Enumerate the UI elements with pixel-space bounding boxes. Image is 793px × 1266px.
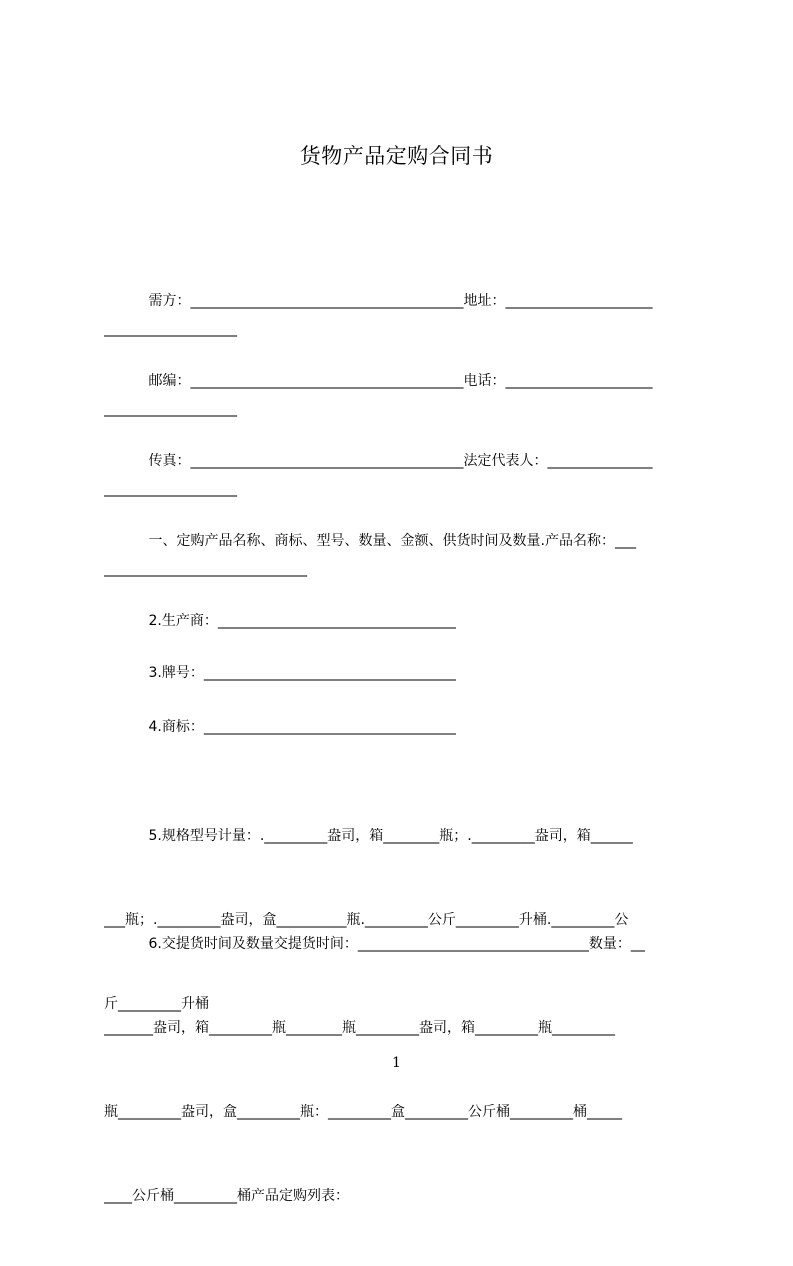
spec-line-3: 斤_________升桶 [104,996,209,1012]
delivery-line-4: ____公斤桶_________桶产品定购列表： [104,1188,349,1204]
buyer-line: 需方：_______________________________________地址：_____________________ [104,293,653,309]
delivery-line-1: 6.交提货时间及数量交提货时间：_________________________________数量：__ [104,936,645,952]
postcode-line: 邮编：_______________________________________电话：_____________________ [104,373,653,389]
page-number: 1 [392,1055,401,1071]
fax-line-cont: ___________________ [104,481,237,497]
delivery-line-3: 瓶_________盎司，盒_________瓶：_________盒_________公斤桶_________桶_____ [104,1104,622,1120]
spec-line-1: 5.规格型号计量：._________盎司，箱________瓶；._________盎司，箱______ [104,828,633,844]
spec-line-2: ___瓶；._________盎司，盒__________瓶._________公斤_________升桶._________公 [104,912,629,928]
manufacturer-line: 2.生产商：__________________________________ [104,613,456,629]
section-1-line: 一、定购产品名称、商标、型号、数量、金额、供货时间及数量.产品名称：___ [104,533,636,549]
brand-number-line: 3.牌号：____________________________________ [104,665,456,681]
trademark-line: 4.商标：____________________________________ [104,719,456,735]
section-1-line-cont: _____________________________ [104,561,307,577]
document-title: 货物产品定购合同书 [299,144,494,168]
fax-line: 传真：_______________________________________法定代表人：_______________ [104,453,653,469]
delivery-line-2: _______盎司，箱_________瓶________瓶_________盎司，箱_________瓶_________ [104,1020,615,1036]
buyer-line-cont: ___________________ [104,321,237,337]
postcode-line-cont: ___________________ [104,401,237,417]
